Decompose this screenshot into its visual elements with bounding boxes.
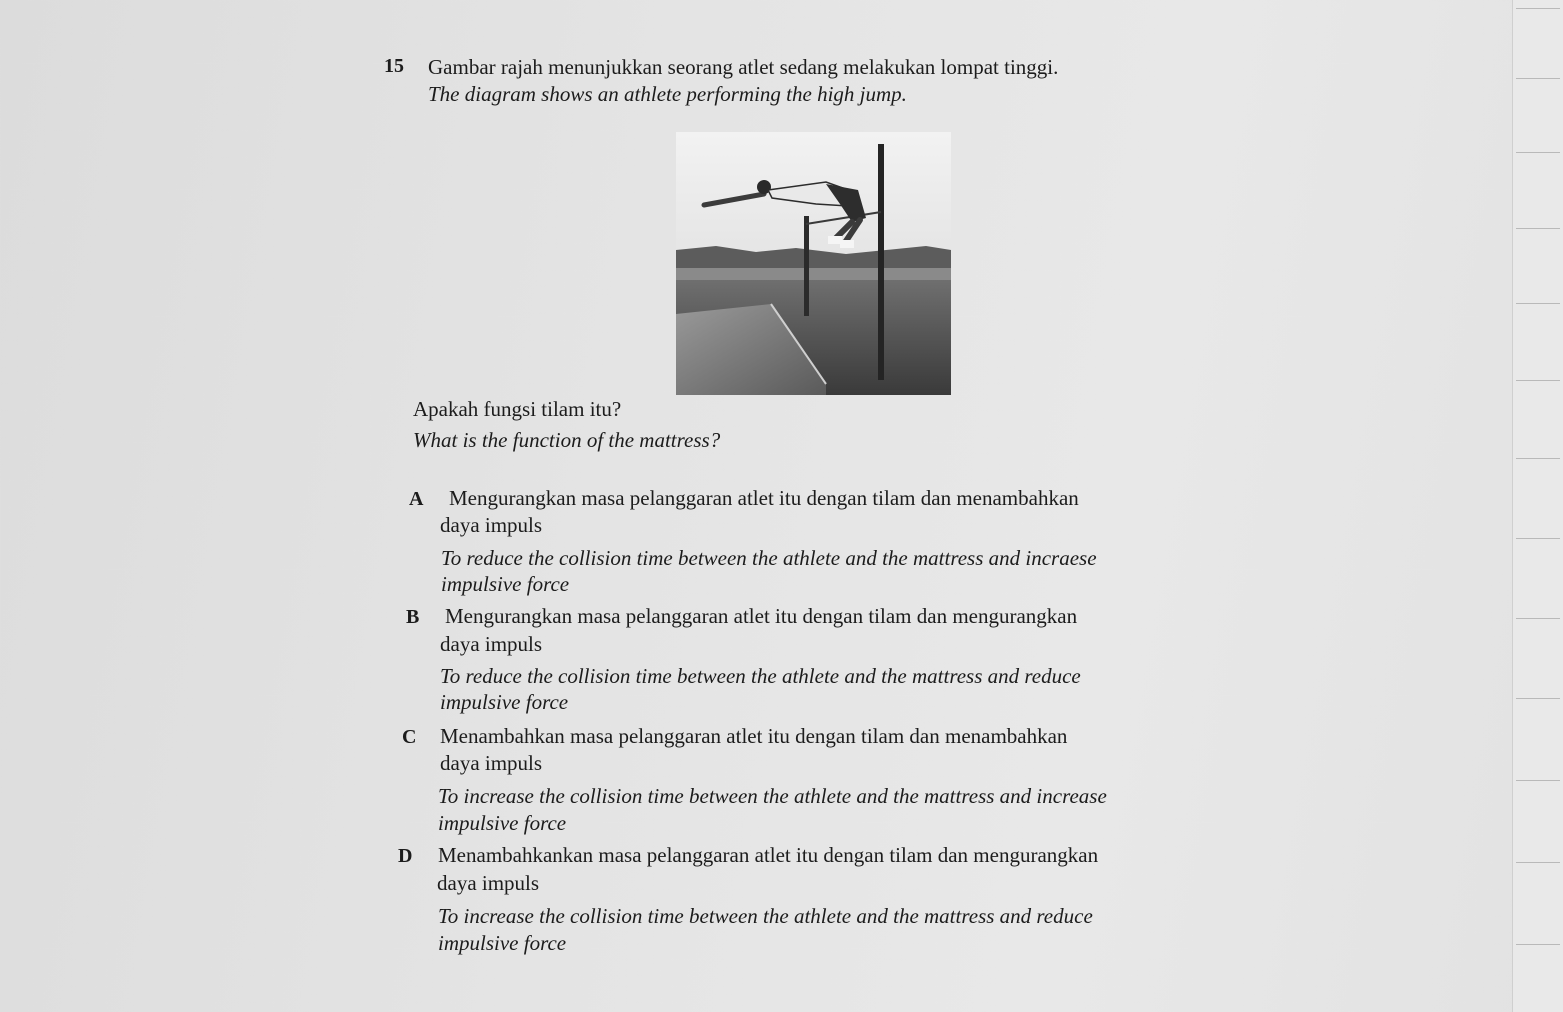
option-c-malay-line-2[interactable]: daya impuls xyxy=(440,751,543,775)
option-a-malay-line-2[interactable]: daya impuls xyxy=(440,513,543,537)
high-jump-illustration xyxy=(676,132,951,395)
option-d-malay-line-2[interactable]: daya impuls xyxy=(437,871,540,895)
high-jump-photo xyxy=(676,132,951,395)
edge-line xyxy=(1516,152,1560,153)
edge-line xyxy=(1516,78,1560,79)
prompt-text-malay: Apakah fungsi tilam itu? xyxy=(413,397,622,421)
edge-line xyxy=(1516,944,1560,945)
option-d-english-line-1[interactable]: To increase the collision time between the athlete and the mattress and reduce xyxy=(438,904,1093,928)
prompt-text-english: What is the function of the mattress? xyxy=(413,428,721,452)
option-a-english-line-1[interactable]: To reduce the collision time between the athlete and the mattress and incraese xyxy=(441,546,1097,570)
option-c-english-line-1[interactable]: To increase the collision time between the athlete and the mattress and increase xyxy=(438,784,1107,808)
edge-line xyxy=(1516,618,1560,619)
edge-line xyxy=(1516,228,1560,229)
option-b-malay-line-2[interactable]: daya impuls xyxy=(440,632,543,656)
edge-line xyxy=(1516,458,1560,459)
edge-line xyxy=(1516,780,1560,781)
option-a-english-line-2[interactable]: impulsive force xyxy=(441,572,570,596)
right-upright xyxy=(878,144,884,380)
edge-line xyxy=(1516,380,1560,381)
option-b-english-line-2[interactable]: impulsive force xyxy=(440,690,569,714)
option-c-english-line-2[interactable]: impulsive force xyxy=(438,811,567,835)
option-c-letter[interactable]: C xyxy=(402,726,417,748)
left-upright xyxy=(804,216,809,316)
option-b-malay-line-1[interactable]: Mengurangkan masa pelanggaran atlet itu dengan tilam dan mengurangkan xyxy=(445,604,1078,628)
option-d-english-line-2[interactable]: impulsive force xyxy=(438,931,567,955)
edge-line xyxy=(1516,538,1560,539)
question-text-malay: Gambar rajah menunjukkan seorang atlet sedang melakukan lompat tinggi. xyxy=(428,55,1059,79)
option-b-english-line-1[interactable]: To reduce the collision time between the athlete and the mattress and reduce xyxy=(440,664,1081,688)
option-a-malay-line-1[interactable]: Mengurangkan masa pelanggaran atlet itu dengan tilam dan menambahkan xyxy=(449,486,1079,510)
option-b-letter[interactable]: B xyxy=(406,606,420,628)
edge-line xyxy=(1516,698,1560,699)
option-d-malay-line-1[interactable]: Menambahkankan masa pelanggaran atlet itu dengan tilam dan mengurangkan xyxy=(438,843,1099,867)
option-d-letter[interactable]: D xyxy=(398,845,413,867)
question-text-english: The diagram shows an athlete performing the high jump. xyxy=(428,82,907,106)
track-strip xyxy=(676,268,951,280)
question-number: 15 xyxy=(384,55,404,77)
edge-line xyxy=(1516,303,1560,304)
edge-line xyxy=(1516,862,1560,863)
option-c-malay-line-1[interactable]: Menambahkan masa pelanggaran atlet itu dengan tilam dan menambahkan xyxy=(440,724,1068,748)
edge-line xyxy=(1516,8,1560,9)
option-a-letter[interactable]: A xyxy=(409,488,424,510)
